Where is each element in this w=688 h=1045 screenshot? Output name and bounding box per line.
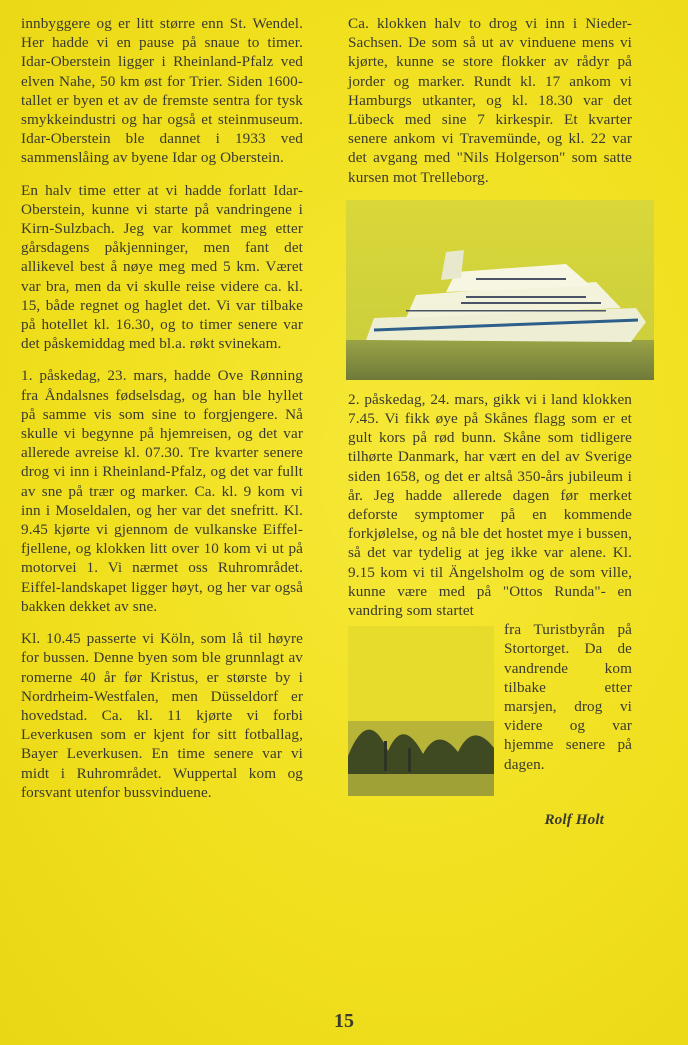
paragraph: Ca. klokken halv to drog vi inn i Nieder-Sachsen. De som så ut av vinduene mens vi kjørte, kunne se store flokker av rådyr på jorder og marker. Rundt kl. 17 ankom vi Hamburgs utkanter, og kl. 18.30 var det Lübeck med sine 7 kirkespir. Et kvarter senere ankom vi Travemünde, og kl. 22 var det avgang med "Nils Holgerson" som satte kursen mot Trelleborg. <box>348 15 632 186</box>
paragraph: innbyggere og er litt større enn St. Wendel. Her hadde vi en pause på snaue to timer. Idar-Oberstein ligger i Rheinland-Pfalz ved elven Nahe, 50 km øst for Trier. Siden 1600-tallet er byen et av de fremste sentra for tysk smykkeindustri og har også et steinmuseum. Idar-Oberstein ble dannet i 1933 ved sammenslåing av byene Idar og Oberstein. <box>21 15 303 167</box>
ferry-photo <box>346 200 654 380</box>
paragraph: 1. påskedag, 23. mars, hadde Ove Rønning fra Åndalsnes fødselsdag, og han ble hyllet på samme vis som sine to forgjengere. Nå skulle vi begynne på hjemreisen, og det var allerede avreise kl. 07.30. Tre kvarter senere drog vi inn i Rheinland-Pfalz, og det var fullt av sne på trær og marker. Ca. kl. 9 kom vi inn i Moseldalen, og her var det snefritt. Kl. 9.45 kjørte vi gjennom de vulkanske Eiffel-fjellene, og klokken litt over 10 kom vi ut på motorvei 1. Vi nærmet oss Ruhrområdet. Eiffel-landskapet ligger høyt, og her var også bakken dekket av sne. <box>21 367 303 615</box>
left-column <box>21 14 303 815</box>
page-number: 15 <box>334 1010 354 1032</box>
paragraph: Kl. 10.45 passerte vi Köln, som lå til høyre for bussen. Denne byen som ble grunnlagt av romerne 40 år før Kristus, er største by i Nordrheim-Westfalen, men Düsseldorf er hovedstad. Ca. kl. 11 kjørte vi forbi Leverkusen som er kjent for sitt fotballag, Bayer Leverkusen. En time senere var vi midt i Ruhrområdet. Wuppertal kom og forsvant utenfor bussvinduene. <box>21 630 303 801</box>
wrap-block <box>348 620 632 796</box>
walk-photo <box>348 626 494 796</box>
author-signature: Rolf Holt <box>544 811 604 829</box>
wrapped-text: fra Turistbyrån på Stortorget. Da de vandrende kom tilbake etter marsjen, drog vi videre og var hjemme senere på dagen. <box>504 621 632 773</box>
right-column <box>348 14 632 829</box>
paragraph: En halv time etter at vi hadde forlatt Idar-Oberstein, kunne vi starte på vandringene i Kirn-Sulzbach. Jeg var kommet meg etter gårsdagens påkjenninger, men fant det allikevel best å nøye meg med 5 km. Været var bra, men da vi skulle reise videre ca. kl. 15, både regnet og haglet det. Vi var tilbake på hotellet kl. 16.30, og to timer senere var det påskemiddag med bl.a. røkt svinekam. <box>21 181 303 353</box>
paragraph: 2. påskedag, 24. mars, gikk vi i land klokken 7.45. Vi fikk øye på Skånes flagg som er et gult kors på rød bunn. Skåne som tidligere tilhørte Danmark, har vært en del av Sverige siden 1658, og det er altså 350-års jubileum i år. Jeg hadde allerede dagen før merket deforste symptomer på en kommende forkjølelse, og nå ble det hostet mye i bussen, så det var tydelig at jeg ikke var alene. Kl. 9.15 kom vi til Ängelsholm og de som ville, kunne være med på "Ottos Runda"- en vandring som startet <box>348 390 632 620</box>
